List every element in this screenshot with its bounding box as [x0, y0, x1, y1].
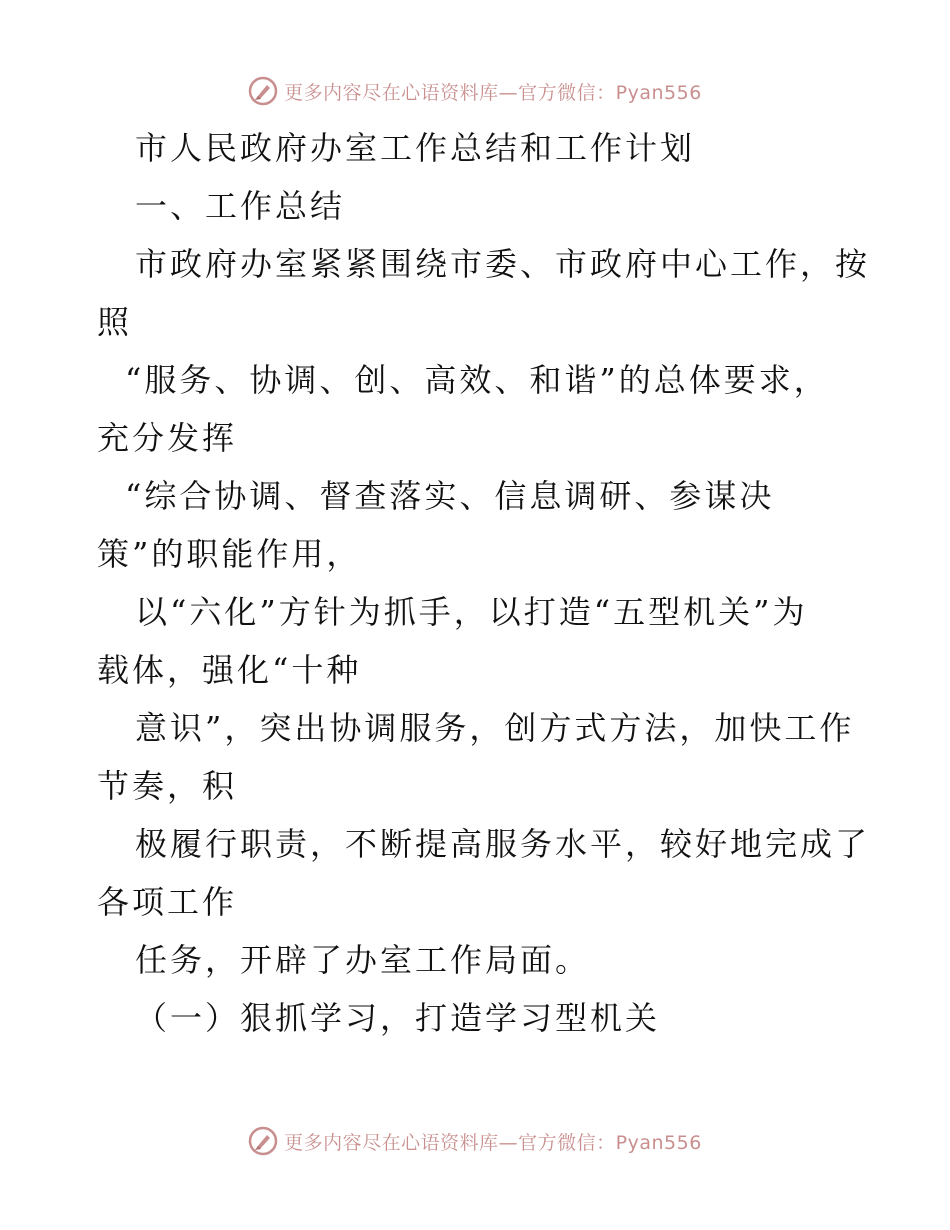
paragraph-line: “服务、协调、创、高效、和谐”的总体要求，	[125, 361, 829, 399]
paragraph-line: “综合协调、督查落实、信息调研、参谋决	[125, 477, 775, 515]
watermark-text: 更多内容尽在心语资料库—官方微信：Pyan556	[284, 1131, 702, 1154]
pen-nib-logo-icon	[248, 76, 278, 106]
subsection-heading: （一）狠抓学习，打造学习型机关	[135, 999, 661, 1037]
paragraph-line: 以“六化”方针为抓手，以打造“五型机关”为	[135, 593, 808, 631]
section-heading: 一、工作总结	[135, 187, 346, 225]
pen-nib-logo-icon	[248, 1126, 278, 1156]
paragraph-line: 节奏，积	[97, 767, 238, 805]
paragraph-line: 载体，强化“十种	[97, 651, 362, 689]
paragraph-line: 策”的职能作用，	[97, 535, 362, 573]
watermark-header	[0, 71, 950, 111]
paragraph-line: 市政府办室紧紧围绕市委、市政府中心工作，按	[135, 245, 871, 283]
paragraph-line: 任务，开辟了办室工作局面。	[135, 941, 591, 979]
paragraph-line: 意识”，突出协调服务，创方式方法，加快工作	[135, 709, 855, 747]
watermark-footer	[0, 1121, 950, 1161]
paragraph-line: 照	[97, 303, 133, 341]
watermark-text: 更多内容尽在心语资料库—官方微信：Pyan556	[284, 81, 702, 104]
paragraph-line: 充分发挥	[97, 419, 238, 457]
paragraph-line: 极履行职责，不断提高服务水平，较好地完成了	[135, 825, 871, 863]
paragraph-line: 各项工作	[97, 883, 238, 921]
document-title: 市人民政府办室工作总结和工作计划	[135, 129, 696, 167]
